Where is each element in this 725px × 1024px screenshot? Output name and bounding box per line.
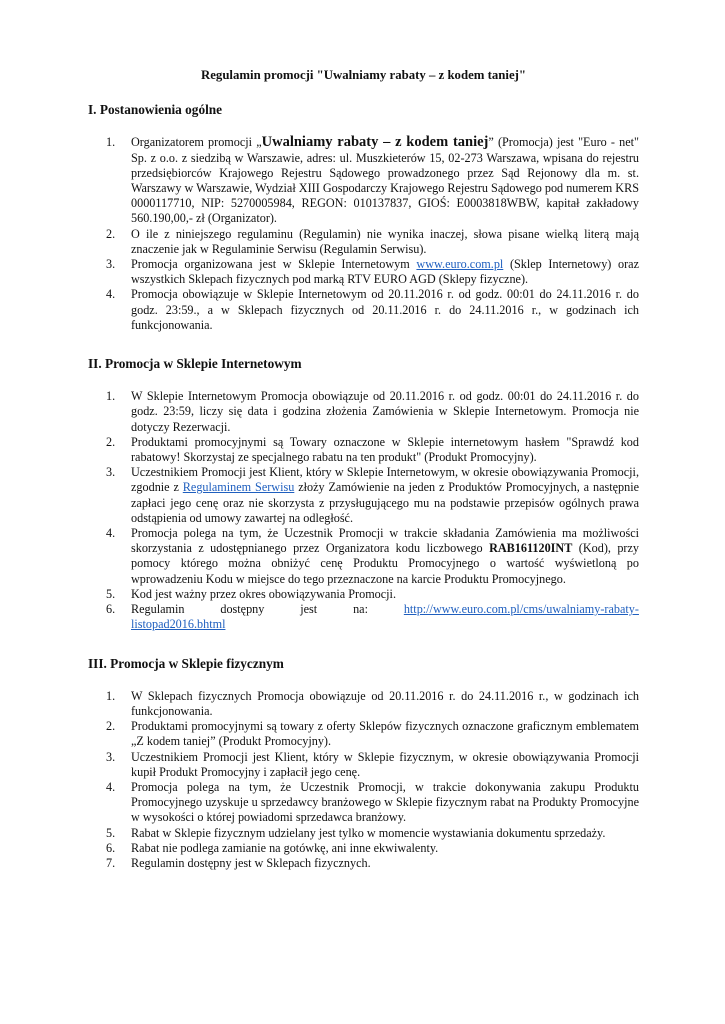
- item-text: W Sklepie Internetowym Promocja obowiązuje od 20.11.2016 r. od godz. 00:01 do 24.11.2016 r. do godz. 23:59, liczy się data i godzina złożenia Zamówienia w Sklepie Internetowym. Promocja nie dotyczy Rezerwacji.: [131, 389, 639, 434]
- item-text: Kod jest ważny przez okres obowiązywania Promocji.: [131, 586, 396, 601]
- store-link[interactable]: www.euro.com.pl: [416, 257, 504, 272]
- list-item: [88, 287, 639, 333]
- section-list-online: [88, 389, 639, 632]
- item-word: jest: [300, 602, 318, 617]
- regulations-url-link-continued[interactable]: listopad2016.bhtml: [131, 617, 226, 632]
- item-text: ” (Promocja) jest "Euro - net" Sp. z o.o. z siedzibą w Warszawie, adres: ul. Muszkieterów 15, 02-273 Warszawa, wpisana do rejestru przedsiębiorców Krajowego Rejestru Sądowego prowadzonego przez Sąd Rejonowy dla m. st. Warszawy w Warszawie, Wydział XIII Gospodarczy Krajowego Rejestru Sądowego pod numerem KRS 0000117710, NIP: 5270005984, REGON: 010137837, GIOŚ: E0003818WBW, kapitał zakładowy 560.190,00,- zł (Organizator).: [131, 135, 640, 226]
- item-number: 1.: [106, 135, 116, 150]
- regulations-url-link[interactable]: http://www.euro.com.pl/cms/uwalniamy-rabaty-: [403, 602, 639, 617]
- item-number: 1.: [106, 688, 116, 703]
- item-number: 3.: [106, 257, 116, 272]
- item-number: 1.: [106, 389, 116, 404]
- item-number: 5.: [106, 586, 116, 601]
- item-text: (Sklep Internetowy) oraz wszystkich Sklepach fizycznych pod marką RTV EURO AGD (Sklepy fizyczne).: [131, 257, 639, 287]
- item-text: W Sklepach fizycznych Promocja obowiązuje od 20.11.2016 r. do 24.11.2016 r., w godzinach ich funkcjonowania.: [131, 688, 639, 718]
- list-item: [88, 135, 639, 226]
- item-word: Regulamin: [131, 602, 185, 617]
- item-number: 2.: [106, 434, 116, 449]
- service-regulations-link[interactable]: Regulaminem Serwisu: [182, 480, 295, 495]
- item-text: Promocja polega na tym, że Uczestnik Promocji w trakcie składania Zamówienia ma możliwości skorzystania z udostępnianego przez Organizatora kodu liczbowego: [131, 526, 639, 556]
- list-item: [88, 587, 639, 602]
- item-text: Uczestnikiem Promocji jest Klient, który w Sklepie fizycznym, w okresie obowiązywania Promocji kupił Produkt Promocyjny i zapłacił jego cenę.: [131, 749, 639, 779]
- promo-name: Uwalniamy rabaty – z kodem taniej: [261, 134, 489, 151]
- item-text: Regulamin dostępny jest w Sklepach fizycznych.: [131, 855, 371, 870]
- list-item: [88, 227, 639, 257]
- list-item: [88, 856, 639, 871]
- item-word: dostępny: [220, 602, 265, 617]
- item-text: Promocja polega na tym, że Uczestnik Promocji, w trakcie dokonywania zakupu Produktu Promocyjnego uzyskuje u sprzedawcy branżowego w Sklepie fizycznym rabat na Produkty Promocyjne w wysokości o której powiadomi sprzedawca branżowy.: [131, 779, 639, 825]
- list-item: [88, 780, 639, 826]
- item-number: 6.: [106, 840, 116, 855]
- discount-code: RAB161120INT: [489, 541, 573, 556]
- list-item: [88, 465, 639, 526]
- section-heading-online: II. Promocja w Sklepie Internetowym: [88, 356, 302, 372]
- list-item: [88, 257, 639, 287]
- section-list-physical: [88, 689, 639, 871]
- item-text: Uczestnikiem Promocji jest Klient, który w Sklepie Internetowym, w okresie obowiązywania Promocji, zgodnie z: [131, 465, 639, 495]
- item-text: Promocja organizowana jest w Sklepie Internetowym: [131, 257, 417, 272]
- section-heading-general: I. Postanowienia ogólne: [88, 102, 223, 118]
- section-heading-physical: III. Promocja w Sklepie fizycznym: [88, 655, 284, 671]
- item-number: 4.: [106, 526, 116, 541]
- item-text: O ile z niniejszego regulaminu (Regulamin) nie wynika inaczej, słowa pisane wielką literą mają znaczenie jak w Regulaminie Serwisu (Regulamin Serwisu).: [131, 226, 639, 256]
- item-text: (Kod), przy pomocy którego można obniżyć cenę Produktu Promocyjnego o wartość wyświetloną po wprowadzeniu Kodu w miejsce do tego przeznaczone na karcie Produktu Promocyjnego.: [131, 541, 639, 586]
- item-number: 2.: [106, 719, 116, 734]
- item-number: 5.: [106, 825, 116, 840]
- item-text: Produktami promocyjnymi są towary z oferty Sklepów fizycznych oznaczone graficznym emblematem „Z kodem taniej” (Produkt Promocyjny).: [131, 719, 639, 749]
- item-number: 3.: [106, 749, 116, 764]
- item-text: Promocja obowiązuje w Sklepie Internetowym od 20.11.2016 r. od godz. 00:01 do 24.11.2016 r. do godz. 23:59., a w Sklepach fizycznych od 20.11.2016 r. do 24.11.2016 r., w godzinach ich funkcjonowania.: [131, 287, 639, 332]
- section-list-general: [88, 135, 639, 333]
- item-number: 4.: [106, 287, 116, 302]
- item-number: 6.: [106, 602, 116, 617]
- document-page: [88, 68, 639, 871]
- list-item: [88, 602, 639, 632]
- list-item: [88, 719, 639, 749]
- item-text: Produktami promocyjnymi są Towary oznaczone w Sklepie internetowym hasłem "Sprawdź kod rabatowy! Skorzystaj ze specjalnego rabatu na ten produkt" (Produkt Promocyjny).: [131, 434, 639, 465]
- list-item: [88, 841, 639, 856]
- item-number: 3.: [106, 465, 116, 480]
- item-text: Rabat nie podlega zamianie na gotówkę, ani inne ekwiwalenty.: [131, 840, 439, 855]
- item-text: Organizatorem promocji „: [131, 135, 262, 150]
- item-number: 7.: [106, 855, 116, 870]
- item-number: 2.: [106, 226, 116, 241]
- list-item: [88, 826, 639, 841]
- item-word: na:: [353, 602, 368, 617]
- list-item: [88, 389, 639, 435]
- list-item: [88, 750, 639, 780]
- list-item: [88, 526, 639, 587]
- item-number: 4.: [106, 779, 116, 794]
- document-title: Regulamin promocji "Uwalniamy rabaty – z kodem taniej": [201, 68, 526, 82]
- item-text: Rabat w Sklepie fizycznym udzielany jest tylko w momencie wystawiania dokumentu sprzedaży.: [131, 825, 606, 840]
- list-item: [88, 435, 639, 465]
- regulations-line: [131, 602, 639, 617]
- item-text: złoży Zamówienie na jeden z Produktów Promocyjnych, a następnie zapłaci jego cenę oraz nie skorzysta z przysługującego mu na podstawie przepisów ogólnych prawa odstąpienia od umowy zawartej na odległość.: [131, 480, 639, 525]
- list-item: [88, 689, 639, 719]
